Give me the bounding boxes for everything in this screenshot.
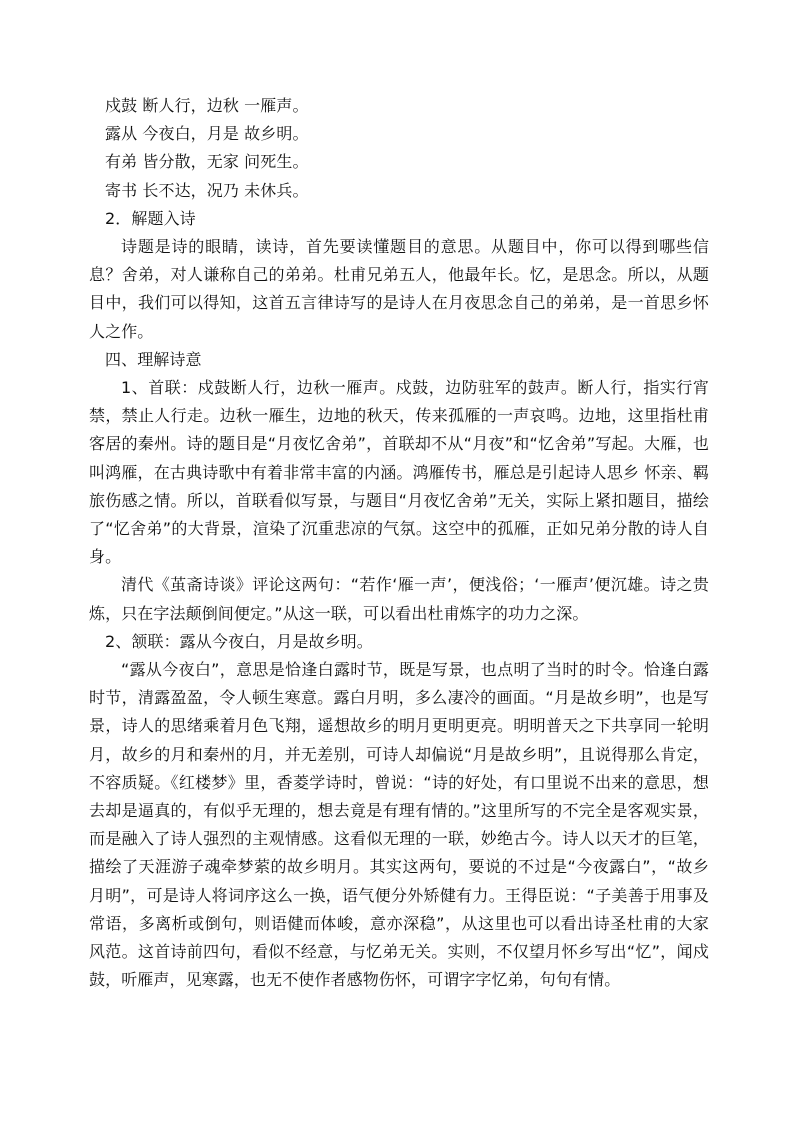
poem-line-2: 露从 今夜白，月是 故乡明。 (105, 124, 309, 144)
paragraph-second-couplet: “露从今夜白”，意思是恰逢白露时节，既是写景，也点明了当时的时令。恰逢白露时节，清露盈盈，令人顿生寒意。露白月明，多么凄冷的画面。“月是故乡明”，也是写景，诗人的思绪乘着月色飞翔，遥想故乡的明月更明更亮。明明普天之下共享同一轮明月，故乡的月和秦州的月，并无差别，可诗人却偏说“月是故乡明”，且说得那么肯定，不容质疑。《红楼梦》里，香菱学诗时，曾说：“诗的好处，有口里说不出来的意思，想去却是逼真的，有似乎无理的，想去竟是有理有情的。”这里所写的不完全是客观实景，而是融入了诗人强烈的主观情感。这看似无理的一联，妙绝古今。诗人以天才的巨笔，描绘了天涯游子魂牵梦萦的故乡明月。其实这两句，要说的不过是“今夜露白”，“故乡月明”，可是诗人将词序这么一换，语气便分外矫健有力。王得臣说：“子美善于用事及常语，多离析或倒句，则语健而体峻，意亦深稳”，从这里也可以看出诗圣杜甫的大家风范。这首诗前四句，看似不经意，与忆弟无关。实则，不仅望月怀乡写出“忆”，闻戍鼓，听雁声，见寒露，也无不使作者感物伤怀，可谓字字忆弟，句句有情。 (89, 660, 709, 990)
document-body (89, 92, 709, 995)
paragraph-interpret-title: 诗题是诗的眼睛，读诗，首先要读懂题目的意思。从题目中，你可以得到哪些信息？舍弟，对人谦称自己的弟弟。杜甫兄弟五人，他最年长。忆，是思念。所以，从题目中，我们可以得知，这首五言律诗写的是诗人在月夜思念自己的弟弟，是一首思乡怀人之作。 (89, 237, 709, 341)
section-heading-understand-meaning: 四、理解诗意 (105, 349, 202, 369)
poem-line-4: 寄书 长不达，况乃 未休兵。 (105, 180, 309, 200)
paragraph-first-couplet: 1、首联：戍鼓断人行，边秋一雁声。戍鼓，边防驻军的鼓声。断人行，指实行宵禁，禁止人行走。边秋一雁生，边地的秋天，传来孤雁的一声哀鸣。边地，这里指杜甫客居的秦州。诗的题目是“月夜忆舍弟”，首联却不从“月夜”和“忆舍弟”写起。大雁，也叫鸿雁，在古典诗歌中有着非常丰富的内涵。鸿雁传书，雁总是引起诗人思乡 怀亲、羁旅伤感之情。所以，首联看似写景，与题目“月夜忆舍弟”无关，实际上紧扣题目，描绘了“忆舍弟”的大背景，渲染了沉重悲凉的气氛。这空中的孤雁，正如兄弟分散的诗人自身。 (89, 378, 709, 567)
poem-line-3: 有弟 皆分散，无家 问死生。 (105, 152, 309, 172)
section-heading-interpret-title: 2．解题入诗 (105, 208, 196, 228)
poem-line-1: 戍鼓 断人行，边秋 一雁声。 (105, 96, 309, 115)
subheading-second-couplet: 2、颔联：露从今夜白，月是故乡明。 (105, 631, 373, 651)
paragraph-commentary: 清代《茧斋诗谈》评论这两句：“若作‘雁一声’，便浅俗；‘一雁声’便沉雄。诗之贵炼，只在字法颠倒间便定。”从这一联，可以看出杜甫炼字的功力之深。 (89, 575, 709, 623)
